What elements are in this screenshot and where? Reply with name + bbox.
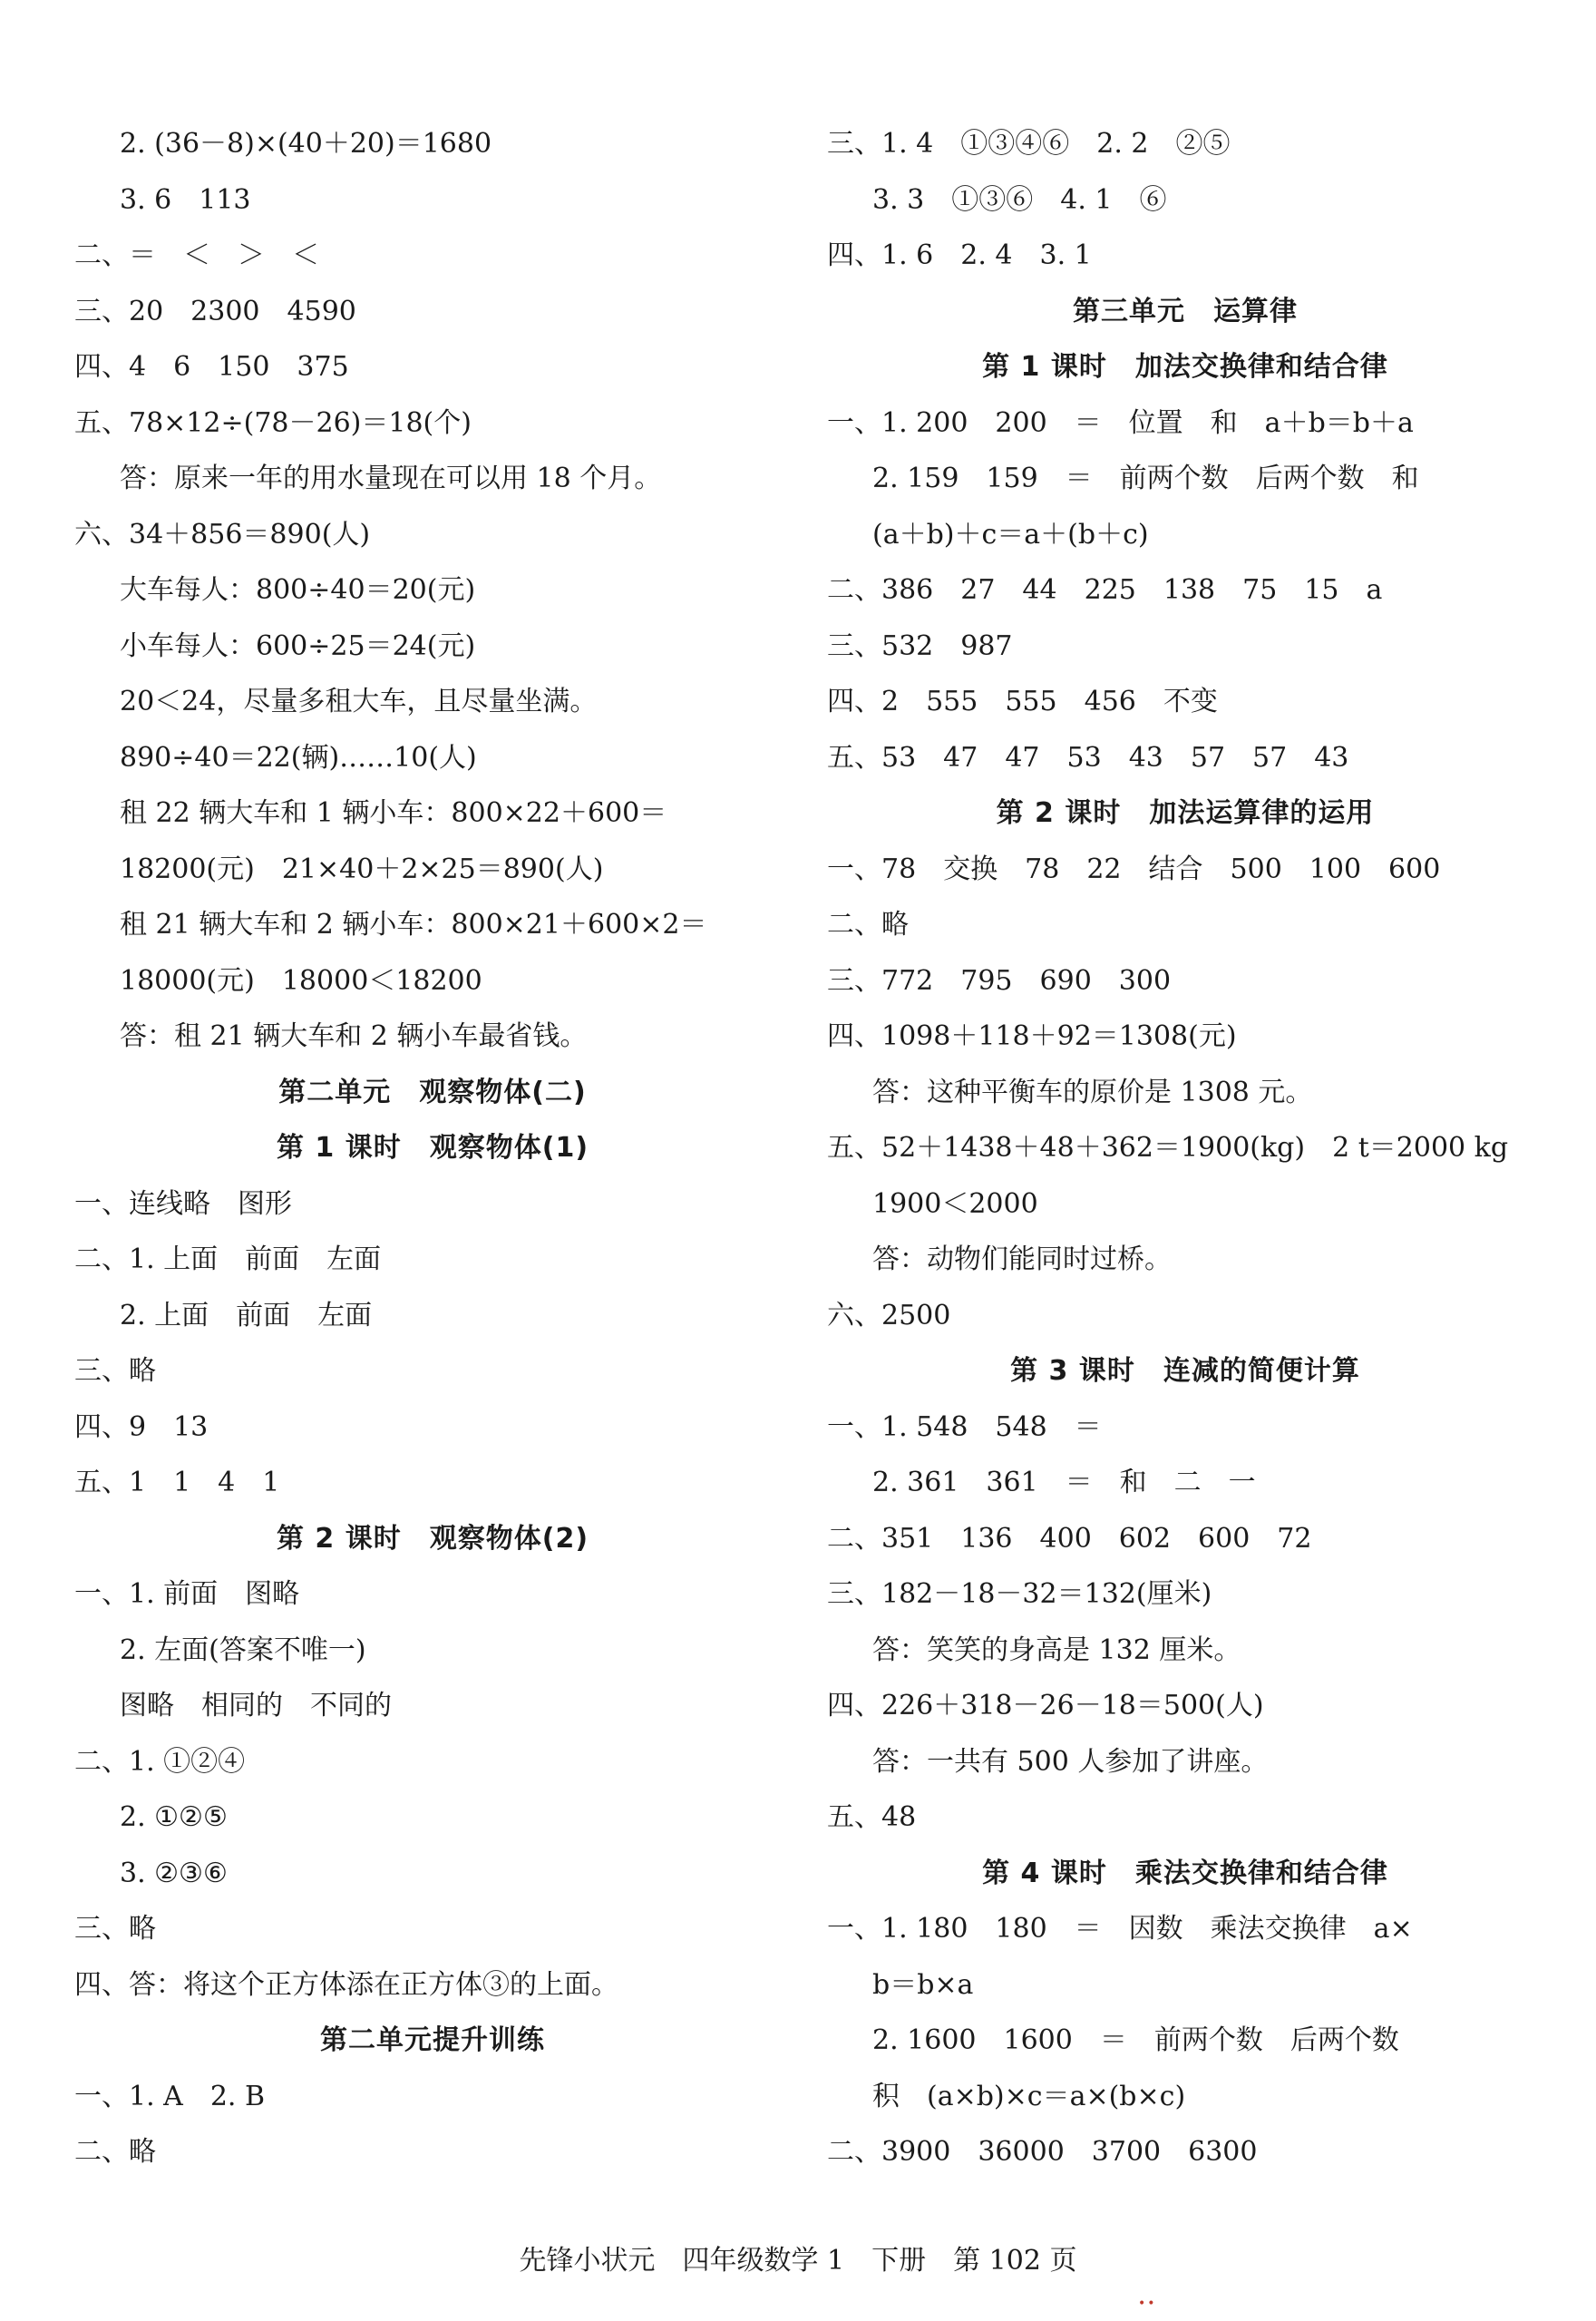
answer-line: 二、＝ ＜ ＞ ＜ [74, 239, 319, 271]
answer-line: 答：一共有 500 人参加了讲座。 [872, 1745, 1269, 1778]
answer-line: 答：原来一年的用水量现在可以用 18 个月。 [120, 463, 662, 494]
answer-line: 一、1. 前面 图略 [74, 1578, 300, 1610]
answer-line: 大车每人：800÷40＝20(元) [120, 574, 476, 606]
answer-line: 租 22 辆大车和 1 辆小车：800×22＋600＝ [120, 797, 667, 829]
answer-line: 二、1. 上面 前面 左面 [74, 1243, 382, 1275]
answer-line: 2. 左面(答案不唯一) [120, 1633, 366, 1666]
answer-line: 一、连线略 图形 [74, 1187, 292, 1220]
answer-line: 三、772 795 690 300 [827, 964, 1172, 997]
answer-line: 三、20 2300 4590 [74, 295, 356, 327]
right-answer-column [827, 116, 1543, 2180]
answer-line: 3. 6 113 [120, 183, 251, 216]
answer-line: 四、答：将这个正方体添在正方体③的上面。 [74, 1968, 618, 2001]
answer-line: 二、351 136 400 602 600 72 [827, 1522, 1312, 1555]
section-heading: 第 1 课时 观察物体(1) [276, 1132, 589, 1164]
answer-line: 答：动物们能同时过桥。 [872, 1243, 1172, 1275]
answer-line: 2. (36－8)×(40＋20)＝1680 [120, 128, 492, 160]
answer-line: 四、226＋318－26－18＝500(人) [827, 1690, 1264, 1721]
answer-line: 四、2 555 555 456 不变 [827, 686, 1218, 717]
section-heading: 第二单元 观察物体(二) [278, 1076, 587, 1108]
section-heading: 第三单元 运算律 [1073, 295, 1298, 327]
answer-line: 2. 上面 前面 左面 [120, 1299, 373, 1331]
answer-line: 四、1098＋118＋92＝1308(元) [827, 1020, 1237, 1052]
answer-line: 小车每人：600÷25＝24(元) [120, 629, 476, 662]
answer-line: 二、3900 36000 3700 6300 [827, 2136, 1258, 2168]
answer-line: 图略 相同的 不同的 [120, 1690, 392, 1721]
answer-line: 一、1. 180 180 ＝ 因数 乘法交换律 a× [827, 1913, 1413, 1945]
section-heading: 第二单元提升训练 [320, 2024, 545, 2056]
section-heading: 第 2 课时 观察物体(2) [276, 1522, 589, 1555]
answer-line: 3. ②③⑥ [120, 1857, 228, 1889]
answer-line: 三、532 987 [827, 629, 1013, 662]
answer-line: 2. 361 361 ＝ 和 二 一 [872, 1467, 1256, 1498]
answer-line: 答：笑笑的身高是 132 厘米。 [872, 1633, 1241, 1666]
answer-line: 20＜24，尽量多租大车，且尽量坐满。 [120, 686, 598, 717]
answer-line: 2. 1600 1600 ＝ 前两个数 后两个数 [872, 2024, 1399, 2056]
answer-line: 二、386 27 44 225 138 75 15 a [827, 574, 1383, 606]
answer-line: 答：这种平衡车的原价是 1308 元。 [872, 1076, 1313, 1108]
left-answer-column [74, 116, 791, 2180]
answer-line: 三、略 [74, 1355, 156, 1387]
answer-line: 2. ①②⑤ [120, 1801, 228, 1833]
answer-line: 一、1. A 2. B [74, 2080, 266, 2112]
section-heading: 第 1 课时 加法交换律和结合律 [982, 351, 1388, 383]
answer-line: 六、2500 [827, 1299, 951, 1331]
answer-line: 积 (a×b)×c＝a×(b×c) [872, 2080, 1186, 2112]
answer-line: 五、1 1 4 1 [74, 1467, 280, 1498]
answer-line: 890÷40＝22(辆)……10(人) [120, 741, 477, 774]
page-footer: 先锋小状元 四年级数学 1 下册 第 102 页 [519, 2245, 1077, 2277]
section-heading: 第 3 课时 连减的简便计算 [1010, 1355, 1360, 1387]
answer-line: 六、34＋856＝890(人) [74, 518, 371, 551]
answer-line: 1900＜2000 [872, 1187, 1038, 1220]
answer-line: 五、53 47 47 53 43 57 57 43 [827, 741, 1349, 774]
answer-line: 答：租 21 辆大车和 2 辆小车最省钱。 [120, 1020, 588, 1052]
answer-line: 租 21 辆大车和 2 辆小车：800×21＋600×2＝ [120, 909, 707, 941]
decorative-dots: •• [1138, 2297, 1157, 2311]
answer-line: 五、52＋1438＋48＋362＝1900(kg) 2 t＝2000 kg [827, 1132, 1509, 1164]
answer-line: 五、78×12÷(78－26)＝18(个) [74, 406, 472, 439]
answer-line: 一、78 交换 78 22 结合 500 100 600 [827, 853, 1441, 885]
answer-line: 三、1. 4 ①③④⑥ 2. 2 ②⑤ [827, 128, 1231, 160]
answer-line: 五、48 [827, 1801, 917, 1833]
answer-line: 四、1. 6 2. 4 3. 1 [827, 239, 1092, 271]
answer-line: 一、1. 200 200 ＝ 位置 和 a＋b＝b＋a [827, 406, 1414, 439]
answer-line: 18000(元) 18000＜18200 [120, 964, 482, 997]
section-heading: 第 2 课时 加法运算律的运用 [996, 797, 1375, 829]
answer-line: 二、略 [74, 2136, 156, 2168]
answer-line: 三、略 [74, 1913, 156, 1945]
section-heading: 第 4 课时 乘法交换律和结合律 [982, 1857, 1388, 1889]
answer-line: 四、4 6 150 375 [74, 351, 349, 383]
answer-line: 一、1. 548 548 ＝ [827, 1410, 1102, 1443]
answer-line: 2. 159 159 ＝ 前两个数 后两个数 和 [872, 463, 1419, 494]
answer-line: b＝b×a [872, 1968, 974, 2001]
answer-line: 18200(元) 21×40＋2×25＝890(人) [120, 853, 604, 885]
answer-line: 三、182－18－32＝132(厘米) [827, 1578, 1212, 1610]
answer-line: 四、9 13 [74, 1410, 209, 1443]
answer-line: 二、略 [827, 909, 909, 941]
answer-line: 二、1. ①②④ [74, 1745, 246, 1778]
answer-line: 3. 3 ①③⑥ 4. 1 ⑥ [872, 183, 1167, 216]
answer-line: (a＋b)＋c＝a＋(b＋c) [872, 518, 1149, 551]
